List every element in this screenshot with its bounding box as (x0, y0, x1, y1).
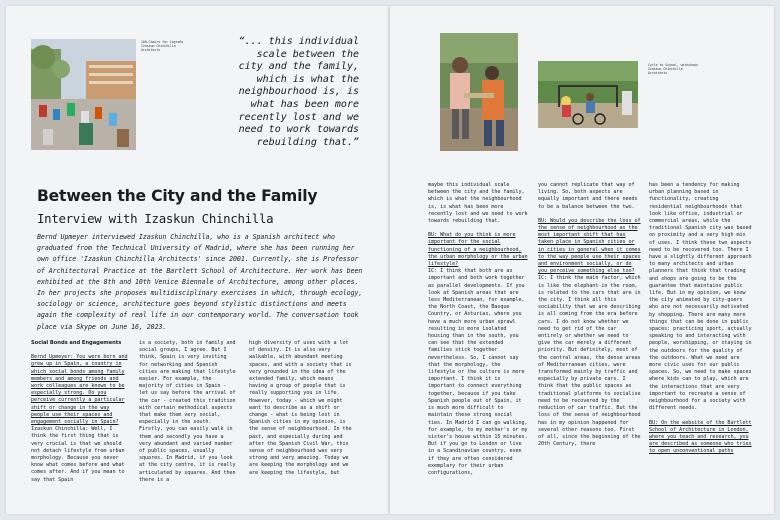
text-column-2 (139, 340, 237, 484)
article-subtitle: Interview with Izaskun Chinchilla (37, 211, 274, 226)
right-page (390, 6, 774, 514)
body-text: has been a tendency for making urban planning based in functionality, creating residential neighbourhoods that look like office, industrial or commercial areas, while the traditional Spanish city was based on proximity and a very high mix of uses. I think these two aspects need to be recovered too. There I have a slightly different approach to many architects and urban planners that think that trading and shops are going to be the guarantee that maintains public life. But in my opinion, we know the city animated by city-goers who are not necessarily motivated by shopping. There are many more things that can be done in public spaces: practicing sport, actually speaking to and interacting with people, worshipping, or staying in the outdoors for the quality of the outdoors. What we need are more civic uses for our public spaces. So, we need to make spaces where kids can to play, which are the interactions that are very important to recreate a sense of neighbourhood for a society with different needs. (649, 182, 752, 412)
question-text: BU: On the website of the Bartlett School of Architecture in London, where you teach and research, you are described as someone who tries to open unconventional paths (649, 419, 752, 455)
chairs-photo (31, 39, 136, 150)
question-text: Bernd Upmeyer: You were born and grew up in Spain, a country in which social bonds among family members and among friends and work colleagues are known to be especially strong. Do you perceive currently a particular shift or change in the way people use their spaces and engagement socially in Spain? (31, 354, 128, 426)
text-column-6 (649, 182, 753, 456)
text-column-3 (249, 340, 353, 477)
text-column-1 (31, 340, 129, 484)
photo-caption: Cycle to School, workshops Izaskun Chinchilla Architects (648, 63, 698, 75)
body-text: you cannot replicate that way of living. So, both aspects are equally important and there needs to be a balance between the two. (538, 182, 638, 210)
pull-quote: “... this individual scale between the city and the family, which is what the neighbourhood is, is what has been more recently lost and we need to work towards rebuilding that.” (238, 36, 359, 148)
body-text: is a society, both in family and social groups, I agree. But I think, Spain is very inviting for networking and Spanish cities are making that lifestyle easier. For example, the majority of cities in Spain - let us say before the arrival of the car - created this tradition with certain methodical aspects that make them very social, especially in the south. Firstly, you can easily walk in them and secondly you have a very abundant and varied number of public spaces, usually squares. In Madrid, if you look at the city centre, it is really articulated by squares. And then there is a (139, 340, 236, 483)
question-text: BU: Would you describe the loss of the sense of neighbourhood as the most important shift that has taken place in Spanish cities or in cities in general when it comes to the way people use their spaces and environment socially, or do you perceive something else too? (538, 217, 641, 275)
text-column-4 (428, 182, 530, 477)
section-heading: Social Bonds and Engagements (31, 340, 122, 346)
question-text: BU: What do you think is more important for the social functioning of a neighbourhood, the urban morphology or the urban lifestyle? (428, 232, 528, 268)
body-text: maybe this individual scale between the city and the family, which is what the neighbourhood is, is what has been more recently lost and we need to work towards rebuilding that. (428, 182, 528, 225)
answer-text: IC: I think the main factor, which is like the elephant in the room, is related to the cars that are in the city. I think all this sociability that we are describing is all coming from the era before cars. I do not know whether we need to get rid of the car entirely or whether we need to give the car merely a different priority. But definitely, most of the central areas, the dense areas of Mediterranean cities, were transformed mainly by traffic and especially by private cars. I think that the public spaces as traditional platforms to socialise need to be recovered by the reduction of car traffic. But the loss of the sense of neighbourhood has in my opinion happened for several other reasons too. First of all, since the beginning of the 20th Century, there (538, 275, 641, 448)
workshop-photo-bikes (538, 61, 638, 128)
answer-text: Izaskun Chinchilla: Well, I think the first thing that is very crucial is that we should not detach lifestyle from urban morphology. Because you never know what comes before and what comes after. And if you mean to say that Spain (31, 426, 125, 483)
answer-text: IC: I think that both are as important and both work together as parallel developments. If you look at Spanish areas that are less Mediterranean, for example, the North Coast, the Basque Country, or Asturias, where you have a much more urban sprawl resulting in more isolated housing than in the south, you can see that the extended families stick together nevertheless. So, I cannot say that the morphology, the lifestyle or the culture is more important. I think it is important to connect everything together, because if you take Spanish people out of Spain, it is much more difficult to maintain these strong social ties. In Madrid I can go walking, for example, to my mother's or my sister's house within 15 minutes. But if you go to London or live in a Scandinavian country, even if they are often considered exemplary for their urban configurations, (428, 268, 528, 476)
photo-caption: 100-Chairs for Logroño Izaskun Chinchilla Architects (141, 40, 184, 52)
body-text: high diversity of uses with a lot of density. It is also very walkable, with abundant meeting spaces, and with a society that is very grounded in the idea of the extended family, which means having a group of people that is really supporting you in life. However, today - which we might want to describe as a shift or change - what is being lost in Spanish cities in my opinion, is the sense of neighbourhood. In the past, and especially during and after the Spanish Civil War, this sense of neighbourhood was very strong and very amazing. Today we are keeping the morphology and we are keeping the lifestyle, but (249, 340, 352, 476)
text-column-5 (538, 182, 642, 448)
article-intro: Bernd Upmeyer interviewed Izaskun Chinchilla, who is a Spanish architect who graduated from the Technical University of Madrid, where she has been running her own office 'Izaskun Chinchilla Architects' since 2001. Currently, she is Professor of Architectural Practice at the Bartlett School of Architecture. Her work has been exhibited at the 8th and 10th Venice Biennale of Architecture, among other places. In her projects she proposes multidisciplinary exercises in which, through ecology, sociology or science, architecture goes beyond stylistic distinctions and meets again the complexity of real life in our contemporary world. The conversation took place via Skype on June 16, 2023. (37, 233, 363, 331)
workshop-photo-children (440, 33, 518, 151)
article-title: Between the City and the Family (37, 187, 318, 205)
left-page (6, 6, 388, 514)
